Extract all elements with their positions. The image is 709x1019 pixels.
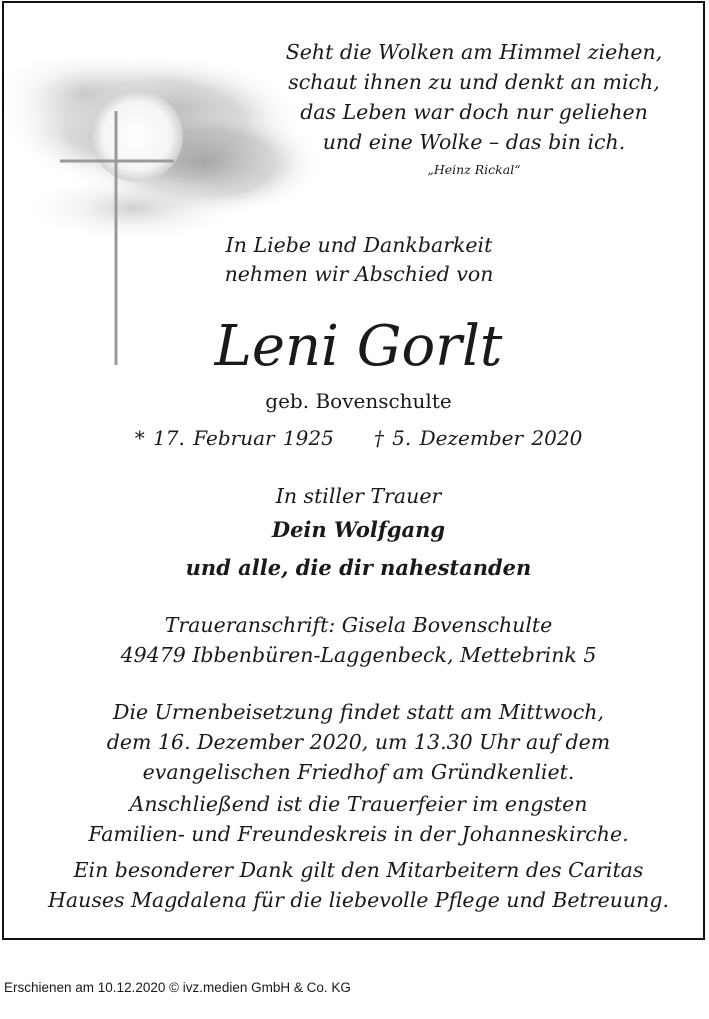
mourners bbox=[4, 481, 705, 587]
thanks-note bbox=[4, 855, 705, 915]
obituary-frame bbox=[2, 1, 705, 940]
moon-shape bbox=[91, 90, 183, 182]
address-line: Traueranschrift: Gisela Bovenschulte bbox=[164, 613, 553, 637]
intro-line: nehmen wir Abschied von bbox=[224, 262, 494, 286]
funeral-line: Die Urnenbeisetzung findet statt am Mittwoch, bbox=[113, 700, 604, 724]
mourners-intro: In stiller Trauer bbox=[275, 484, 442, 508]
funeral-line: evangelischen Friedhof am Gründkenliet. bbox=[142, 760, 575, 784]
mourning-address bbox=[4, 610, 705, 670]
poem-line: Seht die Wolken am Himmel ziehen, bbox=[285, 40, 663, 64]
ceremony-line: Anschließend ist die Trauerfeier im engsten bbox=[129, 792, 588, 816]
thanks-line: Ein besonderer Dank gilt den Mitarbeitern des Caritas bbox=[73, 858, 644, 882]
mourner-line: und alle, die dir nahestanden bbox=[185, 555, 532, 580]
intro-line: In Liebe und Dankbarkeit bbox=[225, 233, 493, 257]
birth-date: * 17. Februar 1925 bbox=[134, 426, 334, 450]
life-dates bbox=[4, 423, 705, 453]
birth-name: geb. Bovenschulte bbox=[265, 389, 452, 413]
address-line: 49479 Ibbenbüren-Laggenbeck, Mettebrink 5 bbox=[120, 643, 597, 667]
poem bbox=[264, 37, 684, 181]
intro-text bbox=[174, 231, 544, 289]
thanks-line: Hauses Magdalena für die liebevolle Pflege und Betreuung. bbox=[48, 888, 669, 912]
publication-footer: Erschienen am 10.12.2020 © ivz.medien GmbH & Co. KG bbox=[4, 980, 351, 995]
funeral-info bbox=[4, 697, 705, 787]
deceased-name: Leni Gorlt bbox=[214, 314, 503, 379]
poem-line: schaut ihnen zu und denkt an mich, bbox=[288, 70, 660, 94]
ceremony-info bbox=[4, 789, 705, 849]
poem-line: und eine Wolke – das bin ich. bbox=[322, 130, 626, 154]
funeral-line: dem 16. Dezember 2020, um 13.30 Uhr auf dem bbox=[106, 730, 611, 754]
poem-author: „Heinz Rickal“ bbox=[427, 162, 521, 177]
poem-line: das Leben war doch nur geliehen bbox=[300, 100, 648, 124]
ceremony-line: Familien- und Freundeskreis in der Johanneskirche. bbox=[88, 822, 629, 846]
mourner-line: Dein Wolfgang bbox=[271, 517, 446, 542]
death-date: † 5. Dezember 2020 bbox=[373, 426, 583, 450]
